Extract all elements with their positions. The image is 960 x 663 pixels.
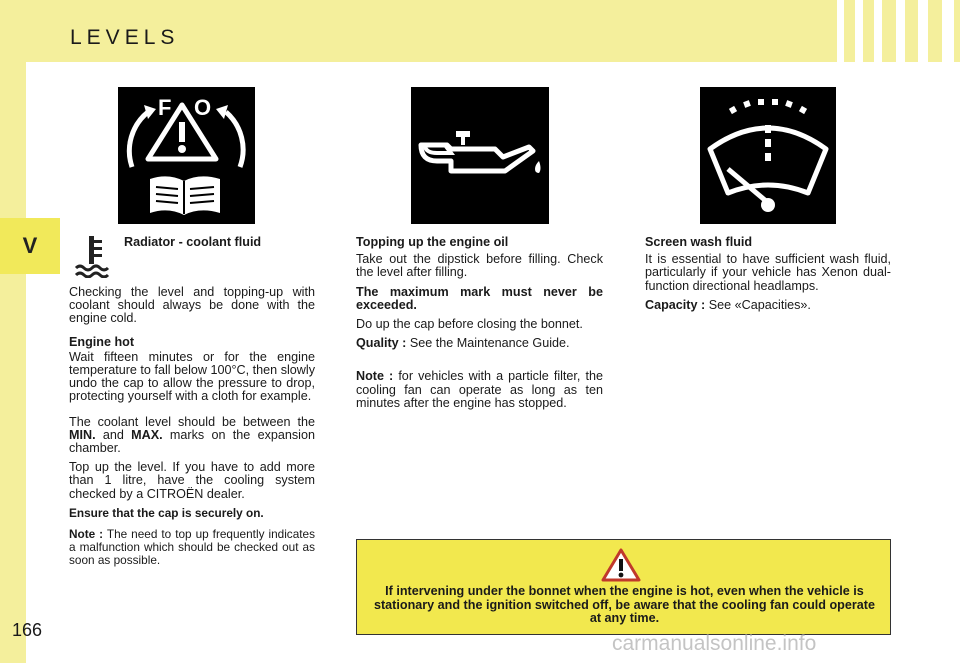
coolant-level-icon <box>72 234 112 278</box>
warning-triangle-icon <box>601 548 641 582</box>
windscreen-washer-icon <box>700 87 836 224</box>
warning-book-icon <box>118 87 255 224</box>
column-screen-wash <box>645 236 891 318</box>
engine-hot-heading: Engine hot <box>69 334 135 349</box>
capacity-text: Capacity : See «Capacities». <box>645 297 811 312</box>
chapter-tab: V <box>0 218 60 274</box>
engine-hot-text: Wait fifteen minutes or for the engine temperature to fall below 100°C, then slowly undo the cap to allow the pressure to drop, protecting yourself with a cloth for example. <box>69 349 315 404</box>
watermark: carmanualsonline.info <box>612 632 817 655</box>
oil-can-icon <box>411 87 549 224</box>
engine-oil-heading: Topping up the engine oil <box>356 235 509 249</box>
icon-letter-f: F <box>158 95 172 120</box>
coolant-level-text: The coolant level should be between the MIN. and MAX. marks on the expansion chamber. <box>69 414 315 456</box>
coolant-intro: Checking the level and topping-up with coolant should always be done with the engine cold. <box>69 285 315 326</box>
particle-filter-note: Note : for vehicles with a particle filter, the cooling fan can operate as long as ten minutes after the engine has stopped. <box>356 369 603 410</box>
side-band <box>0 62 26 663</box>
screen-wash-heading: Screen wash fluid <box>645 235 753 249</box>
coolant-note: Note : The need to top up frequently indicates a malfunction which should be checked out as soon as possible. <box>69 527 316 568</box>
warning-text: If intervening under the bonnet when the engine is hot, even when the vehicle is stationary and the ignition switched off, be aware that the cooling fan could operate at any time. <box>373 584 875 625</box>
column-engine-oil <box>356 236 603 416</box>
max-mark-warning: The maximum mark must never be exceeded. <box>356 284 603 312</box>
engine-oil-text: Take out the dipstick before filling. Check the level after filling. <box>356 252 603 280</box>
topup-text: Top up the level. If you have to add more than 1 litre, have the cooling system checked by a CITROËN dealer. <box>69 460 315 501</box>
page-number: 166 <box>12 620 43 640</box>
quality-text: Quality : See the Maintenance Guide. <box>356 336 570 351</box>
ensure-cap-text: Ensure that the cap is securely on. <box>69 505 264 520</box>
radiator-heading: Radiator - coolant fluid <box>124 235 262 249</box>
screen-wash-text: It is essential to have sufficient wash fluid, particularly if your vehicle has Xenon dual-function directional headlamps. <box>645 252 891 293</box>
cap-text: Do up the cap before closing the bonnet. <box>356 317 583 332</box>
page-title: LEVELS <box>70 26 180 49</box>
icon-letter-o: O <box>194 95 212 120</box>
column-coolant <box>69 286 315 574</box>
warning-box <box>356 539 891 635</box>
